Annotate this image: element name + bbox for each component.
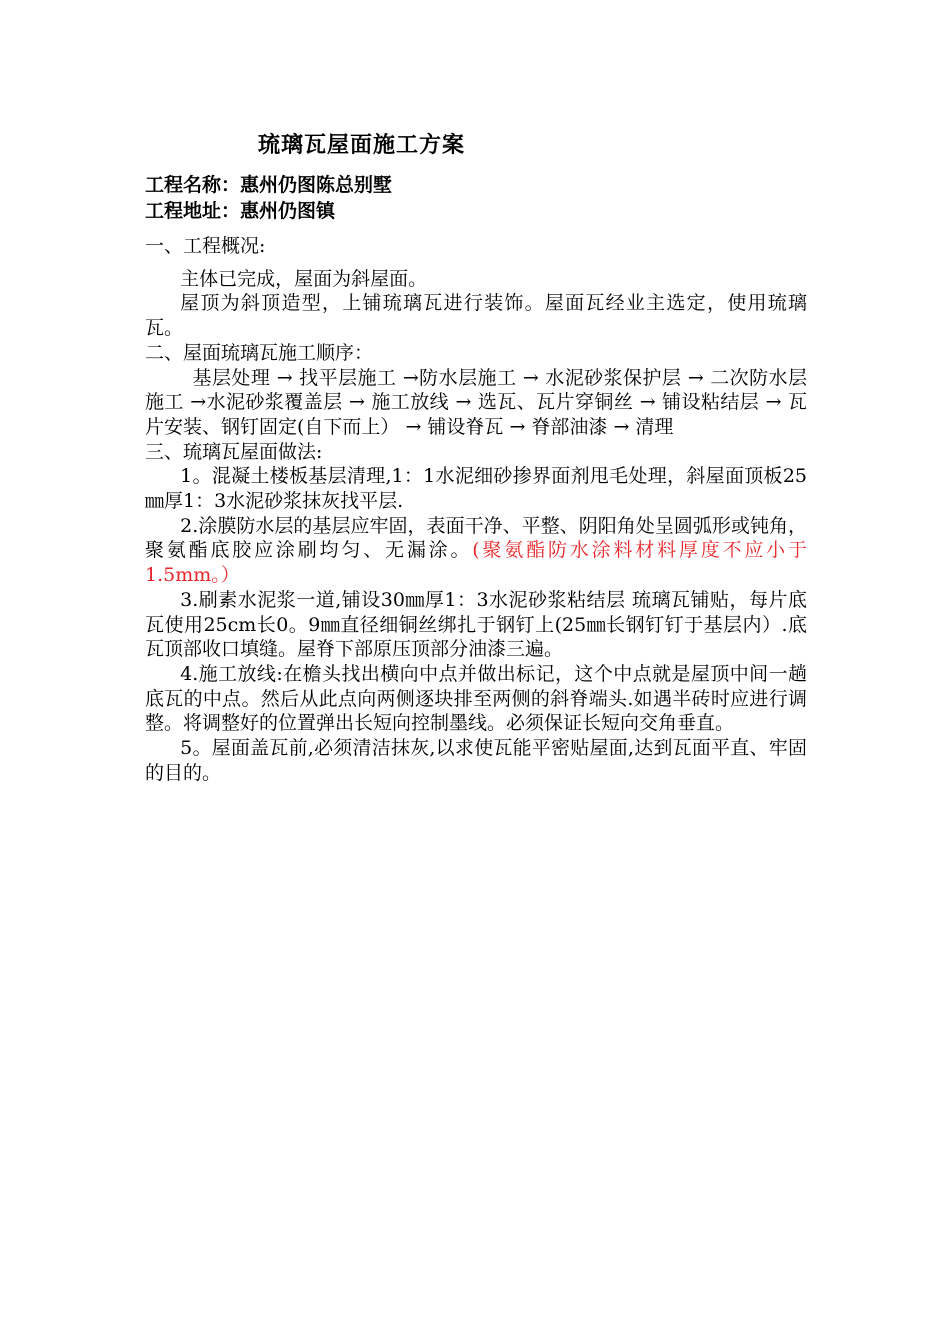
section-heading-method: 三、琉璃瓦屋面做法: [145,440,323,463]
section-heading-overview: 一、工程概况: [145,235,266,257]
construction-sequence: 基层处理 → 找平层施工 →防水层施工 → 水泥砂浆保护层 → 二次防水层施工 →水泥砂浆覆盖层 → 施工放线 → 选瓦、瓦片穿铜丝 → 铺设粘结层 → 瓦片安装、钢钉固定(自下而上） → 铺设脊瓦 → 脊部油漆 → 清理 [145,366,807,438]
method-item-1: 1。混凝土楼板基层清理,1：1水泥细砂掺界面剂甩毛处理，斜屋面顶板25㎜厚1：3水泥砂浆抹灰找平层. [145,465,807,513]
method-item-4: 4.施工放线:在檐头找出横向中点并做出标记，这个中点就是屋顶中间一趟底瓦的中点。然后从此点向两侧逐块排至两侧的斜脊端头.如遇半砖时应进行调整。将调整好的位置弹出长短向控制墨线。必须保证长短向交角垂直。 [145,662,807,735]
method-item-3: 3.刷素水泥浆一道,铺设30㎜厚1：3水泥砂浆粘结层 琉璃瓦铺贴，每片底瓦使用25cm长0。9㎜直径细铜丝绑扎于钢钉上(25㎜长钢钉钉于基层内）.底瓦顶部收口填缝。屋脊下部原压顶部分油漆三遍。 [145,588,807,661]
method-item-2-red-note: (聚氨酯防水涂料材料厚度不应小于1.5mm。） [145,539,807,587]
section-heading-sequence: 二、屋面琉璃瓦施工顺序： [145,341,374,364]
project-info [145,172,807,224]
project-address: 工程地址：惠州仍图镇 [145,200,336,222]
method-item-2-text: 2.涂膜防水层的基层应牢固，表面干净、平整、阴阳角处呈圆弧形或钝角，聚氨酯底胶应涂刷均匀、无漏涂。 [145,514,807,562]
project-name: 工程名称：惠州仍图陈总别墅 [145,174,393,196]
method-item-5: 5。屋面盖瓦前,必须清洁抹灰,以求使瓦能平密贴屋面,达到瓦面平直、牢固的目的。 [145,737,807,784]
document-page [145,130,807,785]
overview-paragraph-1: 主体已完成，屋面为斜屋面。 [180,267,428,290]
document-title: 琉璃瓦屋面施工方案 [258,132,466,158]
method-item-2 [145,514,807,588]
overview-paragraph-2: 屋顶为斜顶造型，上铺琉璃瓦进行装饰。屋面瓦经业主选定，使用琉璃瓦。 [145,292,807,340]
